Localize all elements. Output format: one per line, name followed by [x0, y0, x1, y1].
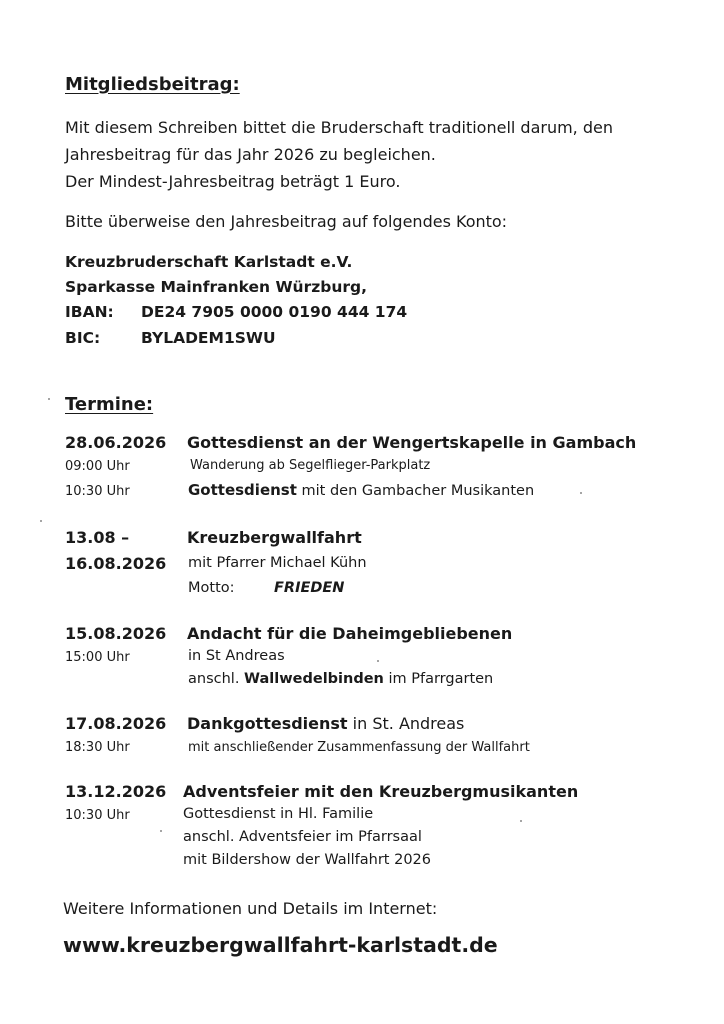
bank-name: Sparkasse Mainfranken Würzburg,	[65, 278, 367, 296]
scan-speck	[520, 820, 522, 822]
event-1-detail-1: Wanderung ab Segelflieger-Parkplatz	[190, 458, 431, 473]
event-5-detail-2: anschl. Adventsfeier im Pfarrsaal	[183, 829, 422, 845]
website-url[interactable]: www.kreuzbergwallfahrt-karlstadt.de	[63, 933, 498, 957]
event-2-motto-label: Motto:	[188, 580, 235, 596]
event-1-detail-2-bold: Gottesdienst	[188, 481, 297, 499]
event-5-time-1: 10:30 Uhr	[65, 808, 130, 823]
bic-value: BYLADEM1SWU	[141, 329, 276, 347]
footer-info-text: Weitere Informationen und Details im Internet:	[63, 899, 438, 918]
membership-heading: Mitgliedsbeitrag:	[65, 74, 240, 95]
events-heading: Termine:	[65, 394, 154, 415]
event-3-detail-2-bold: Wallwedelbinden	[244, 671, 384, 687]
event-3-detail-2-rest: im Pfarrgarten	[383, 671, 494, 687]
scan-speck	[48, 398, 50, 400]
scan-speck	[580, 492, 582, 494]
event-2-date-line-1: 13.08 –	[65, 528, 130, 547]
membership-text-line-2: Jahresbeitrag für das Jahr 2026 zu begleichen.	[65, 145, 436, 164]
event-4-title-bold: Dankgottesdienst	[187, 714, 348, 733]
event-3-detail-2	[188, 671, 493, 687]
event-1-detail-2	[188, 481, 534, 499]
account-holder: Kreuzbruderschaft Karlstadt e.V.	[65, 253, 353, 271]
scan-speck	[377, 660, 379, 662]
membership-text-line-3: Der Mindest-Jahresbeitrag beträgt 1 Euro.	[65, 172, 401, 191]
event-5-detail-3: mit Bildershow der Wallfahrt 2026	[183, 852, 432, 868]
event-5-date: 13.12.2026	[65, 782, 167, 801]
event-2-detail-1: mit Pfarrer Michael Kühn	[188, 555, 367, 571]
event-2-date-line-2: 16.08.2026	[65, 554, 167, 573]
event-3-time-1: 15:00 Uhr	[65, 650, 130, 665]
event-2-title: Kreuzbergwallfahrt	[187, 528, 362, 547]
event-4-title-rest: in St. Andreas	[347, 714, 465, 733]
event-5-title: Adventsfeier mit den Kreuzbergmusikanten	[183, 782, 579, 801]
event-1-detail-2-rest: mit den Gambacher Musikanten	[296, 483, 535, 499]
event-4-time-1: 18:30 Uhr	[65, 740, 130, 755]
event-1-time-2: 10:30 Uhr	[65, 484, 130, 499]
event-3-detail-2-pre: anschl.	[188, 671, 245, 687]
event-3-date: 15.08.2026	[65, 624, 167, 643]
transfer-request-text: Bitte überweise den Jahresbeitrag auf folgendes Konto:	[65, 212, 508, 231]
scan-speck	[160, 830, 162, 832]
iban-value: DE24 7905 0000 0190 444 174	[141, 303, 408, 321]
event-2-motto-value: FRIEDEN	[274, 580, 345, 596]
bic-label: BIC:	[65, 329, 101, 347]
membership-text-line-1: Mit diesem Schreiben bittet die Bruderschaft traditionell darum, den	[65, 118, 613, 137]
event-1-title: Gottesdienst an der Wengertskapelle in Gambach	[187, 433, 637, 452]
scan-speck	[40, 520, 42, 522]
event-4-detail-1: mit anschließender Zusammenfassung der Wallfahrt	[188, 740, 530, 755]
event-4-date: 17.08.2026	[65, 714, 167, 733]
event-1-date: 28.06.2026	[65, 433, 167, 452]
iban-label: IBAN:	[65, 303, 114, 321]
event-3-title: Andacht für die Daheimgebliebenen	[187, 624, 513, 643]
event-3-detail-1: in St Andreas	[188, 648, 285, 664]
event-5-detail-1: Gottesdienst in Hl. Familie	[183, 806, 374, 822]
event-4-title	[187, 714, 464, 733]
event-1-time-1: 09:00 Uhr	[65, 459, 130, 474]
